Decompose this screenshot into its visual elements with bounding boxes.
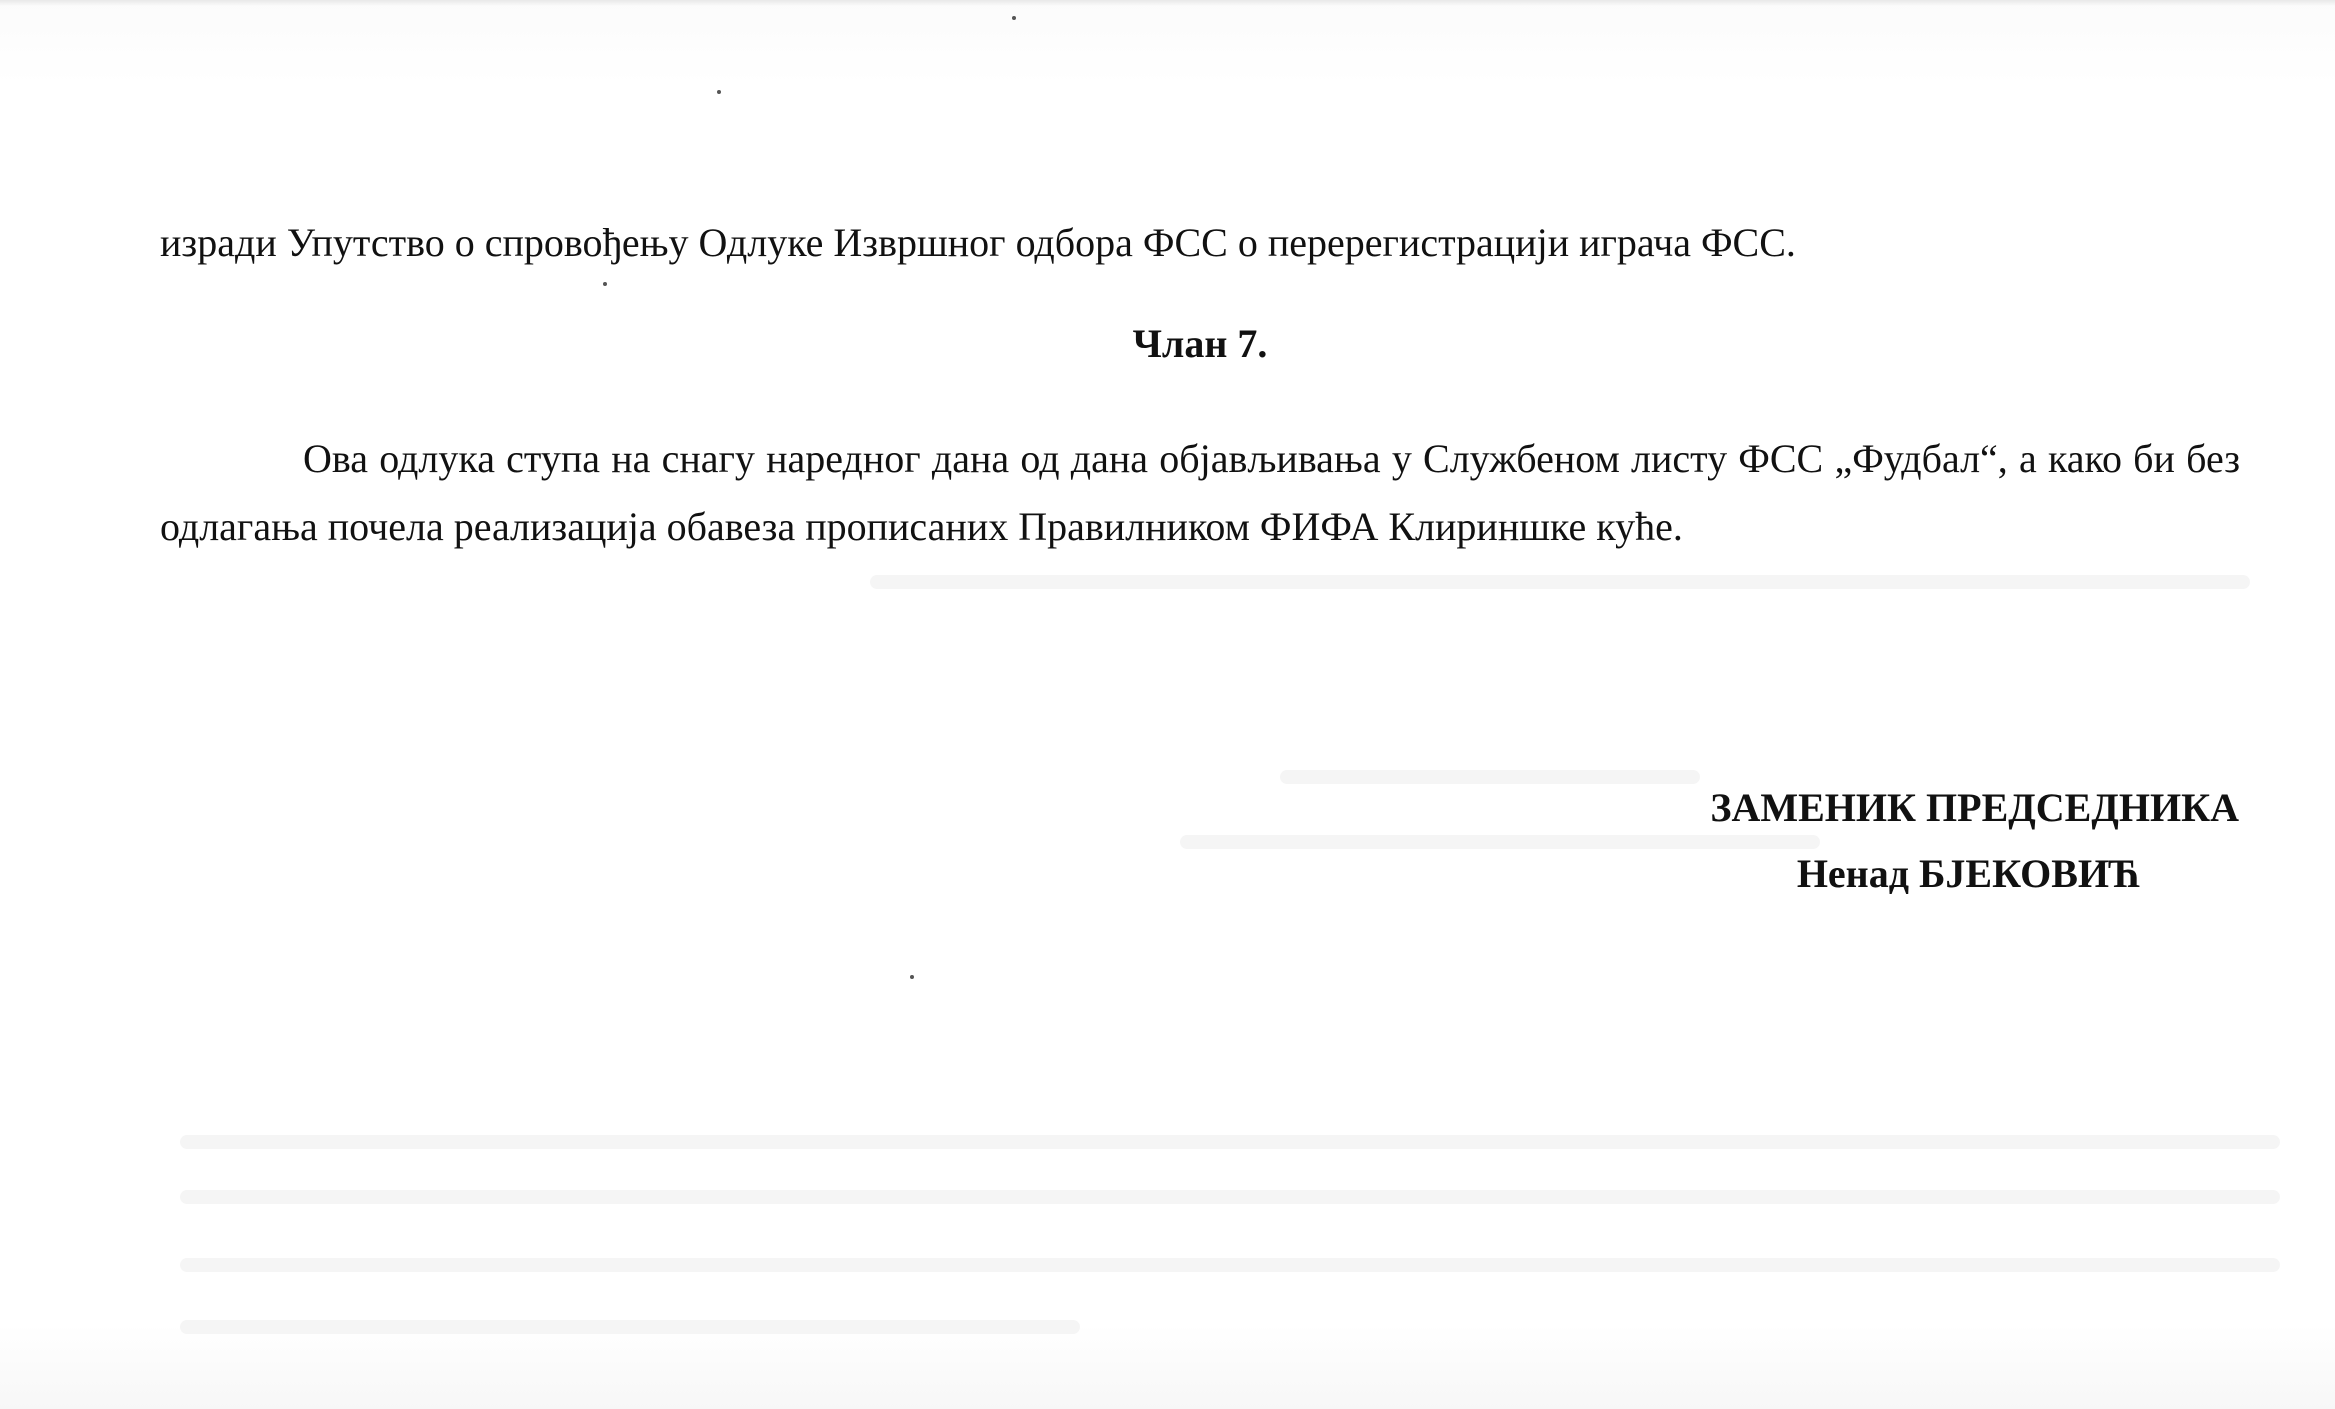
continuation-line: изради Упутство о спровођењу Одлуке Извршног одбора ФСС о перерегистрацији играча ФСС. xyxy=(160,220,1796,265)
scan-speck xyxy=(603,282,607,286)
bleed-through-mark xyxy=(180,1135,2280,1149)
scan-speck xyxy=(1012,16,1016,20)
bleed-through-mark xyxy=(1280,770,1700,784)
signature-name: Ненад БЈЕКОВИЋ xyxy=(1796,851,2141,896)
bleed-through-mark xyxy=(180,1320,1080,1334)
article-heading: Члан 7. xyxy=(1132,321,1268,366)
article-paragraph: Ова одлука ступа на снагу наредног дана од дана објављивања у Службеном листу ФСС „Фудбал“, а како би без одлагања почела реализација обавеза прописаних Правилником ФИФА Клириншке куће. xyxy=(160,436,2240,549)
bleed-through-mark xyxy=(180,1190,2280,1204)
scan-speck xyxy=(717,90,721,94)
scan-top-edge xyxy=(0,0,2335,6)
signature-block xyxy=(1710,775,2239,907)
bleed-through-mark xyxy=(180,1258,2280,1272)
scan-speck xyxy=(910,975,914,979)
bleed-through-mark xyxy=(870,575,2250,589)
signature-title: ЗАМЕНИК ПРЕДСЕДНИКА xyxy=(1710,785,2239,830)
